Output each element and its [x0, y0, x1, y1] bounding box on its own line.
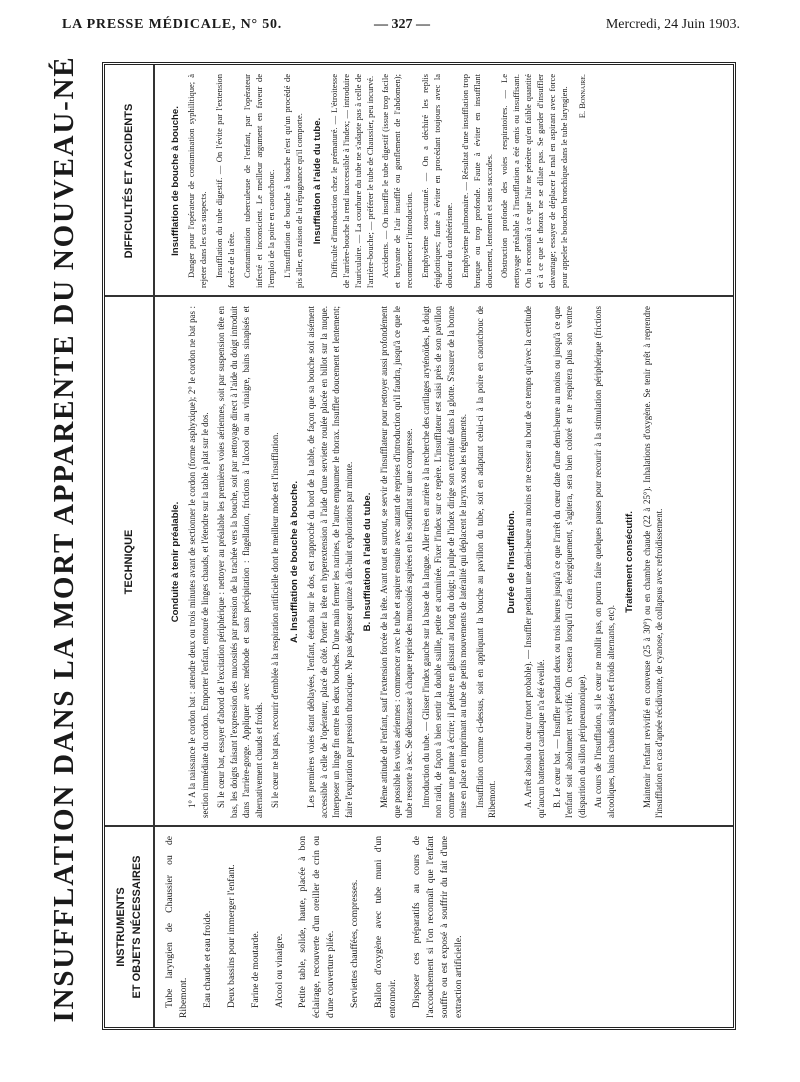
instruments-list	[155, 827, 484, 1027]
paragraph: Obstruction profonde des voies respiratoires. — Le nettoyage préalable à l'insufflation a été omis ou insuffisant. On la reconnaît à ce que l'air ne pénètre qu'en faible quantité et à ce que le thorax ne se dilate pas. Se garder d'insuffler davantage; essayer de déplacer le mal en aspirant avec force pour appeler le bouchon bronchique dans le tube laryngien.	[499, 74, 569, 288]
paragraph: Si le cœur ne bat pas, recourir d'emblée à la respiration artificielle dont le meilleur mode est l'insufflation.	[270, 432, 281, 808]
difficultes-header-label: DIFFICULTÉS ET ACCIDENTS	[122, 103, 135, 259]
paragraph: Si le cœur bat, essayer d'abord de l'excitation périphérique : nettoyer au préalable les premières voies aériennes, soit par suspension tête en bas, les doigts faisant l'expression des mucosités par pression de la trachée vers la bouche, soit par nettoyage direct à l'aide du doigt introduit dans l'arrière-gorge. Appliquer avec méthode et sans précipitation : flagellation, frictions à l'alcool ou au vinaigre, bains sinapisés et alternativement chauds et froids.	[216, 306, 264, 818]
technique-header	[105, 297, 155, 827]
subheading-bouche: Insufflation de bouche à bouche.	[170, 106, 181, 256]
paragraph: Insufflation comme ci-dessus, soit en appliquant la bouche au pavillon du tube, soit en adaptant celui-ci à la poire en caoutchouc de Ribemont.	[474, 306, 498, 818]
instrument-item: Ballon d'oxygène avec tube muni d'un entonnoir.	[373, 836, 398, 1018]
technique-header-label: TECHNIQUE	[122, 529, 135, 595]
paragraph: Au cours de l'insufflation, si le cœur ne mollit pas, on pourra faire quelques pauses pour recourir à la stimulation périphérique (frictions alcooliques, bains chauds sinapisés et froids alternants, etc).	[593, 306, 616, 818]
paragraph: Contamination tuberculeuse de l'enfant, par l'opérateur infecté et inconscient. Le meilleur argument en faveur de l'emploi de la poire en caoutchouc.	[241, 74, 276, 288]
page-number: — 327 —	[374, 17, 430, 32]
issue-date: Mercredi, 24 Juin 1903.	[605, 17, 740, 32]
subheading-tube: Insufflation à l'aide du tube.	[312, 117, 324, 245]
paragraph: B. Le cœur bat. — Insuffler pendant deux ou trois heures jusqu'à ce que l'arrêt du cœur date d'une demi-heure au moins ou jusqu'à ce que l'enfant soit absolument revivifié. On cessera lorsqu'il criera énergiquement, s'agitera, sera bien coloré et ne respirera plus son ventre (disparition du sillon péripneumonique).	[552, 306, 587, 818]
subheading-traitement: Traitement consécutif.	[624, 511, 636, 613]
paragraph: Emphysème sous-cutané. — On a déchiré les replis épiglottiques; faute à éviter en procédant toujours avec la douceur du cathétérisme.	[420, 74, 454, 288]
article-title: INSUFFLATION DANS LA MORT APPARENTE DU NOUVEAU-NÉ	[48, 55, 80, 1023]
paragraph: Difficulté d'introduction chez le prématuré. — L'étroitesse de l'arrière-bouche la rend inaccessible à l'index; — introduire l'auriculaire. — La courbure du tube ne s'adapte pas à celle de l'arrière-bouche; — préférer le tube de Chaussier, peu incurvé.	[328, 74, 375, 288]
difficultes-column	[105, 65, 733, 297]
paragraph: Accidents. — On insuffle le tube digestif (issue trop facile et bruyante de l'air insufflé ou gonflement de l'abdomen); recommencer l'introduction.	[380, 74, 415, 288]
journal-name: LA PRESSE MÉDICALE, N° 50.	[62, 17, 283, 32]
instruments-header	[105, 827, 155, 1027]
author-signature: E. Bonnaire.	[576, 74, 587, 119]
subheading-conduite: Conduite à tenir préalable.	[170, 501, 181, 623]
paragraph: Danger pour l'opérateur de contamination syphilitique; à rejeter dans les cas suspects.	[186, 74, 209, 288]
instrument-item: Deux bassins pour immerger l'enfant.	[225, 864, 237, 1008]
instrument-item: Tube laryngien de Chaussier ou de Ribemont.	[164, 836, 189, 1018]
difficultes-header	[105, 65, 155, 297]
instruments-header-line-1: INSTRUMENTS	[114, 887, 127, 967]
paragraph: Introduction du tube. — Glisser l'index gauche sur la base de la langue. Aller très en arrière à la recherche des cartilages aryténoïdes, le doigt non raidi, de façon à bien sentir la double saillie, petite et acuminée. Fixer l'index sur ce repère. L'insufflateur est saisi près de son pavillon comme une plume à écrire; il pénètre en glissant au long du doigt; la pulpe de l'index dirige son extrémité dans la glotte. S'assurer de la bonne mise en place en imprimant au tube de petits mouvements de latéralité qui déplacent le larynx sous les téguments.	[420, 306, 469, 818]
rotated-article	[48, 48, 760, 1030]
difficultes-body	[155, 65, 597, 297]
instrument-item: Farine de moutarde.	[249, 931, 261, 1008]
subheading-duree: Durée de l'insufflation.	[505, 510, 517, 614]
paragraph: Emphysème pulmonaire. — Résultat d'une insufflation trop brusque ou trop profonde. Faute à éviter en insufflant doucement, lentement et sans saccades.	[459, 74, 494, 288]
instrument-item: Alcool ou vinaigre.	[273, 933, 285, 1008]
technique-column	[105, 295, 733, 827]
instrument-item: Disposer ces préparatifs au cours de l'accouchement si l'on reconnaît que l'enfant souffre ou est exposé à souffrir du fait d'une extraction artificielle.	[410, 836, 464, 1018]
subheading-tube: B. Insufflation à l'aide du tube.	[362, 492, 373, 632]
paragraph: Les premières voies étant déblayées, l'enfant, étendu sur le dos, est rapproché du bord de la table, de façon que sa bouche soit aisément accessible à celle de l'opérateur, placé de côté. Porter la tête en hyperextension à l'aide d'une serviette roulée placée en billot sur la nuque. Interposer un linge fin entre les deux bouches. D'une main fermer les narines, de l'autre empaumer le thorax. Insuffler doucement et lentement; faire l'expiration par pression thoracique. Ne pas dépasser quinze à dix-huit explorations par minute.	[306, 306, 354, 818]
instrument-item: Petite table, solide, haute, placée à bon éclairage, recouverte d'un oreiller de crin ou d'une couverture pliée.	[297, 836, 337, 1018]
instrument-item: Eau chaude et eau froide.	[201, 910, 213, 1008]
paragraph: Maintenir l'enfant revivifié en couveuse (25 à 30°) ou en chambre chaude (22 à 25°). Inhalations d'oxygène. Se tenir prêt à reprendre l'insufflation en cas d'apnée récidivante, de cyanose, de collapsus avec refroidissement.	[641, 306, 665, 818]
technique-body	[155, 297, 678, 827]
instruments-column	[105, 825, 733, 1027]
paragraph: A. Arrêt absolu du cœur (mort probable). — Insuffler pendant une demi-heure au moins et ne cesser au bout de ce temps qu'avec la certitude qu'aucun battement cardiaque n'a été éveillé.	[523, 306, 546, 818]
paragraph: Même attitude de l'enfant, sauf l'extension forcée de la tête. Avant tout et surtout, se servir de l'insufflateur pour nettoyer aussi profondément que possible les voies aériennes : commencer avec le tube et aspirer ensuite avec autant de reprises d'introduction qu'il faudra, jusqu'à ce que le tube ressorte à sec. Se débarrasser à chaque reprise des mucosités aspirées en les soufflant sur une compresse.	[379, 306, 415, 818]
paragraph: 1° A la naissance le cordon bat : attendre deux ou trois minutes avant de sectionner le cordon (forme asphyxique); 2° le cordon ne bat pas : section immédiate du cordon. Emporter l'enfant, entouré de linges chauds, et l'étendre sur la table à plat sur le dos.	[187, 306, 210, 818]
subheading-bouche-a-bouche: A. Insufflation de bouche à bouche.	[288, 480, 300, 644]
instrument-item: Serviettes chauffées, compresses.	[349, 879, 361, 1008]
article-table	[102, 62, 736, 1030]
paragraph: Insufflation du tube digestif. — On l'évite par l'extension forcée de la tête.	[214, 74, 237, 288]
instruments-header-line-2: ET OBJETS NÉCESSAIRES	[131, 855, 143, 999]
running-head	[0, 0, 800, 40]
paragraph: L'insufflation de bouche à bouche n'est qu'un procédé de pis aller, en raison de la répugnance qu'il comporte.	[281, 74, 304, 288]
